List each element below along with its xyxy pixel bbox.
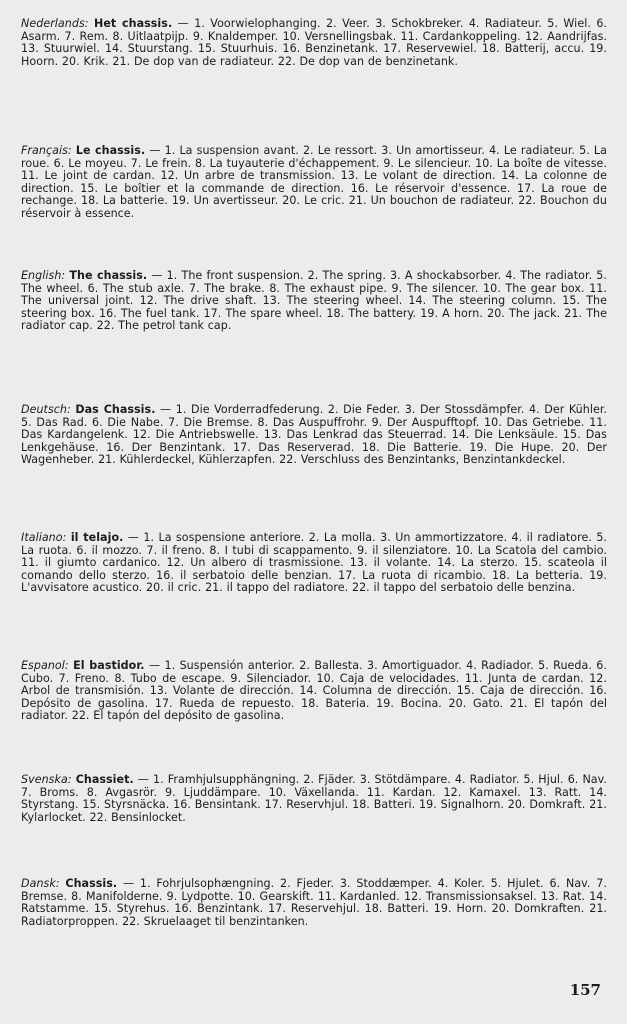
entry-dutch xyxy=(21,18,607,68)
term-heading: il telajo. xyxy=(70,531,124,544)
term-heading: Het chassis. xyxy=(94,17,173,30)
entry-text: — 1. Suspensión anterior. 2. Ballesta. 3. Amortiguador. 4. Radiador. 5. Rueda. 6. Cubo. 7. Freno. 8. Tubo de escape. 9. Silenciador. 10. Caja de velocidades. 11. Junta de cardan. 12. Arbol de transmisión. 13. Volante de dirección. 14. Columna de dirección. 15. Caja de dirección. 16. Depósito de gasolina. 17. Rueda de repuesto. 18. Bateria. 19. Bocina. 20. Gato. 21. El tapón del radiator. 22. El tapón del depósito de gasolina. xyxy=(21,659,607,723)
entry-text: — 1. La sospensione anteriore. 2. La molla. 3. Un ammortizzatore. 4. il radiatore. 5. La ruota. 6. il mozzo. 7. il freno. 8. I tubi di scappamento. 9. il silenziatore. 10. La Scatola del cambio. 11. il giumto cardanico. 12. Un albero di trasmissione. 13. il volante. 14. La sterzo. 15. scateola il comando dello sterzo. 16. il serbatoio delle benzian. 17. La ruota di ricambio. 18. La betteria. 19. L'avvisatore acustico. 20. il cric. 21. il tappo del radiatore. 22. il tappo del serbatoio delle benzina. xyxy=(21,531,608,595)
entry-german xyxy=(21,404,607,467)
entry-danish xyxy=(21,878,607,928)
entry-text: — 1. Fohrjulsophængning. 2. Fjeder. 3. Stoddæmper. 4. Koler. 5. Hjulet. 6. Nav. 7. Bremse. 8. Manifolderne. 9. Lydpotte. 10. Gearskift. 11. Kardanled. 12. Transmissionsaksel. 13. Rat. 14. Ratstamme. 15. Styrehus. 16. Benzintank. 17. Reservehjul. 18. Batteri. 19. Horn. 20. Domkraften. 21. Radiatorproppen. 22. Skruelaaget til benzintanken. xyxy=(21,877,607,928)
term-heading: Das Chassis. xyxy=(75,403,156,416)
entry-text: — 1. Voorwielophanging. 2. Veer. 3. Schokbreker. 4. Radiateur. 5. Wiel. 6. Asarm. 7. Rem. 8. Uitlaatpijp. 9. Knaldemper. 10. Versnellingsbak. 11. Cardankoppeling. 12. Aandrijfas. 13. Stuurwiel. 14. Stuurstang. 15. Stuurhuis. 16. Benzinetank. 17. Reservewiel. 18. Batterij, accu. 19. Hoorn. 20. Krik. 21. De dop van de radiateur. 22. De dop van de benzinetank. xyxy=(21,17,608,68)
term-heading: The chassis. xyxy=(69,269,148,282)
language-label: Nederlands: xyxy=(21,17,89,30)
entry-swedish xyxy=(21,774,607,824)
term-heading: Le chassis. xyxy=(75,144,146,157)
page-number: 157 xyxy=(569,981,601,999)
term-heading: Chassiet. xyxy=(75,773,134,786)
language-label: English: xyxy=(21,269,66,282)
language-label: Espanol: xyxy=(21,659,69,672)
entry-italian xyxy=(21,532,607,595)
entry-text: — 1. Framhjulsupphängning. 2. Fjäder. 3. Stötdämpare. 4. Radiator. 5. Hjul. 6. Nav. 7. Broms. 8. Avgasrör. 9. Ljuddämpare. 10. Växellanda. 11. Kardan. 12. Kamaxel. 13. Ratt. 14. Styrstang. 15. Styrsnäcka. 16. Bensintank. 17. Reservhjul. 18. Batteri. 19. Signalhorn. 20. Domkraft. 21. Kylarlocket. 22. Bensinlocket. xyxy=(21,773,607,824)
entry-text: — 1. The front suspension. 2. The spring. 3. A shockabsorber. 4. The radiator. 5. The wheel. 6. The stub axle. 7. The brake. 8. The exhaust pipe. 9. The silencer. 10. The gear box. 11. The universal joint. 12. The drive shaft. 13. The steering wheel. 14. The steering column. 15. The steering box. 16. The fuel tank. 17. The spare wheel. 18. The battery. 19. A horn. 20. The jack. 21. The radiator cap. 22. The petrol tank cap. xyxy=(21,269,607,333)
entry-english xyxy=(21,270,607,333)
term-heading: El bastidor. xyxy=(73,659,145,672)
term-heading: Chassis. xyxy=(65,877,118,890)
language-label: Svenska: xyxy=(21,773,72,786)
language-label: Deutsch: xyxy=(21,403,71,416)
language-label: Français: xyxy=(21,144,72,157)
language-label: Italiano: xyxy=(21,531,67,544)
entry-spanish xyxy=(21,660,607,723)
entry-text: — 1. La suspension avant. 2. Le ressort. 3. Un amortisseur. 4. Le radiateur. 5. La roue. 6. Le moyeu. 7. Le frein. 8. La tuyauterie d'échappement. 9. Le silencieur. 10. La boîte de vitesse. 11. Le joint de cardan. 12. Un arbre de transmission. 13. Le volant de direction. 14. La colonne de direction. 15. Le boîtier et la commande de direction. 16. Le réservoir d'essence. 17. La roue de rechange. 18. La batterie. 19. Un avertisseur. 20. Le cric. 21. Un bouchon de radiateur. 22. Bouchon du réservoir à essence. xyxy=(21,144,608,220)
entry-text: — 1. Die Vorderradfederung. 2. Die Feder. 3. Der Stossdämpfer. 4. Der Kühler. 5. Das Rad. 6. Die Nabe. 7. Die Bremse. 8. Das Auspuffrohr. 9. Der Auspufftopf. 10. Das Getriebe. 11. Das Kardangelenk. 12. Die Antriebswelle. 13. Das Lenkrad das Steuerrad. 14. Die Lenksäule. 15. Das Lenkgehäuse. 16. Der Benzintank. 17. Das Reserverad. 18. Die Batterie. 19. Die Hupe. 20. Der Wagenheber. 21. Kühlerdeckel, Kühlerzapfen. 22. Verschluss des Benzintanks, Benzintankdeckel. xyxy=(21,403,608,467)
language-label: Dansk: xyxy=(21,877,60,890)
entry-french xyxy=(21,145,607,221)
